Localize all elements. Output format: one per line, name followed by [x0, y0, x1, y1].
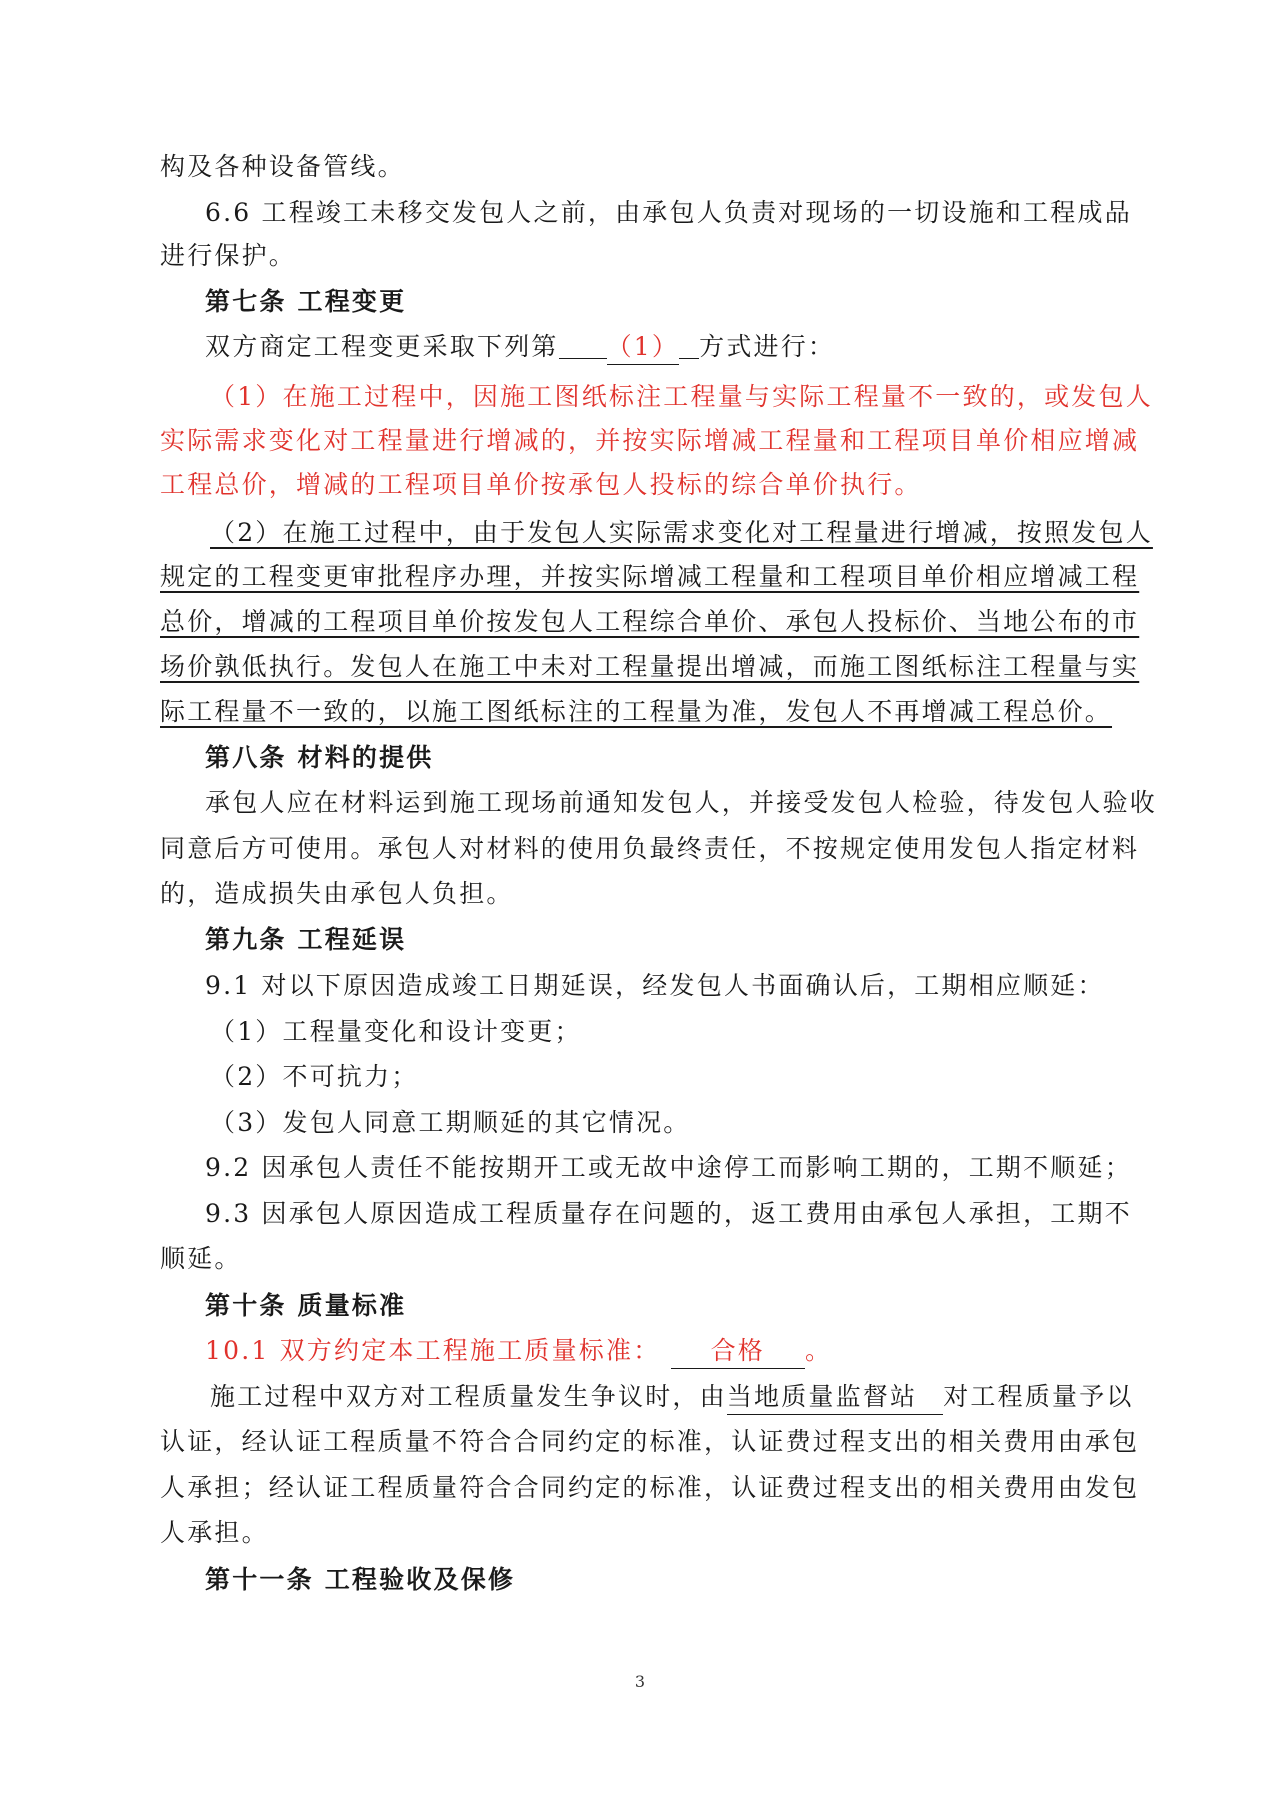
text-line: 构及各种设备管线。	[160, 152, 405, 181]
text-line: 的，造成损失由承包人负担。	[160, 879, 514, 908]
section-heading-11: 第十一条 工程验收及保修	[205, 1565, 516, 1594]
option-2-line: 际工程量不一致的，以施工图纸标注的工程量为准，发包人不再增减工程总价。	[160, 697, 1113, 726]
option-2-line: 总价，增减的工程项目单价按发包人工程综合单价、承包人投标价、当地公布的市	[160, 607, 1140, 636]
section-heading-9: 第九条 工程延误	[205, 925, 407, 954]
quality-standard-value: 合格	[671, 1336, 805, 1369]
clause-10-1	[205, 1336, 1195, 1366]
section-heading-7: 第七条 工程变更	[205, 287, 407, 316]
option-1-line: 工程总价，增减的工程项目单价按承包人投标的综合单价执行。	[160, 470, 922, 499]
quality-standard-end: 。	[804, 1336, 833, 1365]
text-line: 承包人应在材料运到施工现场前通知发包人，并接受发包人检验，待发包人验收	[205, 788, 1158, 817]
clause-6-6: 6.6 工程竣工未移交发包人之前，由承包人负责对现场的一切设施和工程成品	[205, 198, 1132, 227]
option-1-line: （1）在施工过程中，因施工图纸标注工程量与实际工程量不一致的，或发包人	[210, 382, 1153, 411]
blank-field	[679, 334, 699, 359]
text-line: 人承担；经认证工程质量符合合同约定的标准，认证费过程支出的相关费用由发包	[160, 1473, 1140, 1502]
option-2-line: 场价孰低执行。发包人在施工中未对工程量提出增减，而施工图纸标注工程量与实	[160, 652, 1140, 681]
clause-9-3: 9.3 因承包人原因造成工程质量存在问题的，返工费用由承包人承担，工期不	[205, 1199, 1132, 1228]
list-item: （3）发包人同意工期顺延的其它情况。	[210, 1108, 691, 1137]
option-2-line: （2）在施工过程中，由于发包人实际需求变化对工程量进行增减，按照发包人	[210, 518, 1153, 547]
page-number: 3	[634, 1672, 646, 1691]
quality-standard-text: 10.1 双方约定本工程施工质量标准：	[205, 1336, 661, 1365]
dispute-text-end: 对工程质量予以	[943, 1382, 1134, 1411]
section-heading-8: 第八条 材料的提供	[205, 743, 434, 772]
dispute-text: 施工过程中双方对工程质量发生争议时，由	[210, 1382, 727, 1411]
list-item: （1）工程量变化和设计变更；	[210, 1017, 582, 1046]
clause-9-2: 9.2 因承包人责任不能按期开工或无故中途停工而影响工期的，工期不顺延；	[205, 1153, 1132, 1182]
option-1-line: 实际需求变化对工程量进行增减的，并按实际增减工程量和工程项目单价相应增减	[160, 426, 1140, 455]
change-method-text: 双方商定工程变更采取下列第	[205, 332, 559, 361]
text-line: 人承担。	[160, 1518, 269, 1547]
change-method-choice: （1）	[607, 332, 680, 365]
dispute-authority: 当地质量监督站	[727, 1382, 943, 1415]
list-item: （2）不可抗力；	[210, 1062, 419, 1091]
text-line: 进行保护。	[160, 241, 297, 270]
dispute-line	[210, 1382, 1200, 1412]
section-heading-10: 第十条 质量标准	[205, 1291, 407, 1320]
text-line: 认证，经认证工程质量不符合合同约定的标准，认证费过程支出的相关费用由承包	[160, 1427, 1140, 1456]
option-2-line: 规定的工程变更审批程序办理，并按实际增减工程量和工程项目单价相应增减工程	[160, 562, 1140, 591]
text-line: 顺延。	[160, 1244, 242, 1273]
change-method-text-end: 方式进行：	[699, 332, 836, 361]
clause-9-1: 9.1 对以下原因造成竣工日期延误，经发包人书面确认后，工期相应顺延：	[205, 971, 1105, 1000]
text-line: 同意后方可使用。承包人对材料的使用负最终责任，不按规定使用发包人指定材料	[160, 834, 1140, 863]
blank-field	[559, 334, 607, 359]
change-method-line	[205, 332, 1195, 362]
